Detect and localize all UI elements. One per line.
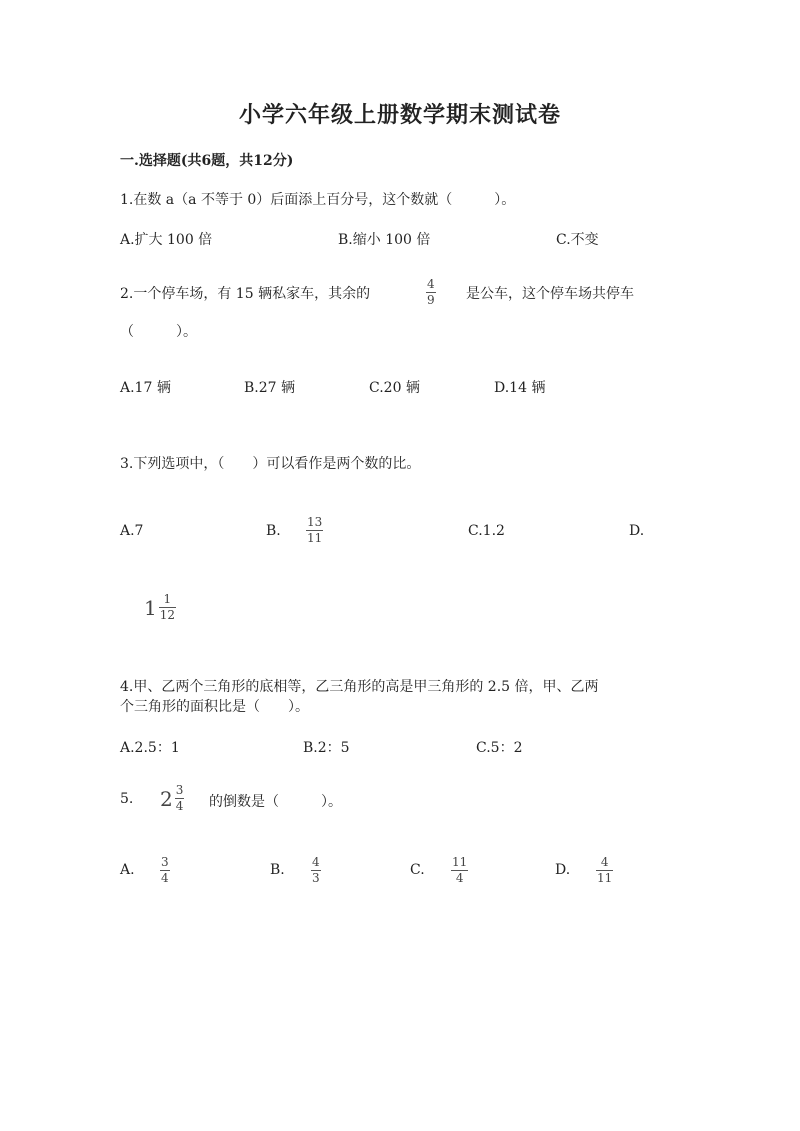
question-3-stem: 3.下列选项中，（ ）可以看作是两个数的比。 xyxy=(120,456,421,472)
fraction-numerator: 3 xyxy=(175,783,184,797)
fraction-numerator: 4 xyxy=(312,855,320,869)
question-4-option-c[interactable]: C.5：2 xyxy=(476,740,523,756)
fraction-numerator: 11 xyxy=(452,855,468,869)
question-2-stem-pre: 2.一个停车场，有 15 辆私家车，其余的 xyxy=(120,286,371,302)
question-4-stem-line2: 个三角形的面积比是（ ）。 xyxy=(120,699,309,715)
question-2-stem-line2: （ ）。 xyxy=(120,324,197,340)
section-heading: 一.选择题(共6题，共12分) xyxy=(120,153,294,169)
question-5-label: 5. xyxy=(120,791,134,807)
fraction-denominator: 3 xyxy=(312,871,320,885)
question-2-fraction xyxy=(426,278,436,307)
question-3-option-b-fraction xyxy=(306,516,323,545)
mixed-whole: 2 xyxy=(160,786,173,811)
question-1-option-a[interactable]: A.扩大 100 倍 xyxy=(120,232,213,248)
question-5-option-c-label[interactable]: C. xyxy=(410,862,425,878)
fraction-denominator: 4 xyxy=(175,799,184,813)
question-5-option-a-label[interactable]: A. xyxy=(120,862,135,878)
page-title: 小学六年级上册数学期末测试卷 xyxy=(238,102,561,128)
fraction-denominator: 11 xyxy=(307,531,323,545)
fraction-denominator: 4 xyxy=(161,871,169,885)
question-2-option-d[interactable]: D.14 辆 xyxy=(494,380,546,396)
question-3-option-c[interactable]: C.1.2 xyxy=(468,523,505,539)
question-2-option-c[interactable]: C.20 辆 xyxy=(369,380,420,396)
question-3-option-b-label[interactable]: B. xyxy=(266,523,281,539)
fraction-denominator: 9 xyxy=(427,293,435,307)
question-2-stem-post: 是公车，这个停车场共停车 xyxy=(466,286,634,302)
question-2-option-a[interactable]: A.17 辆 xyxy=(120,380,171,396)
fraction-denominator: 12 xyxy=(159,608,176,622)
mixed-fraction xyxy=(175,784,185,813)
question-1-stem: 1.在数 a（a 不等于 0）后面添上百分号，这个数就（ ）。 xyxy=(120,192,516,208)
fraction-denominator: 11 xyxy=(597,871,613,885)
question-4-option-a[interactable]: A.2.5：1 xyxy=(120,740,180,756)
fraction-numerator: 1 xyxy=(163,592,172,606)
question-5-stem-post: 的倒数是（ ）。 xyxy=(209,794,342,810)
question-5-option-c-fraction xyxy=(451,856,468,885)
fraction-denominator: 4 xyxy=(455,871,464,885)
question-5-option-d-label[interactable]: D. xyxy=(555,862,571,878)
question-5-mixed-number xyxy=(160,784,184,813)
fraction-numerator: 4 xyxy=(600,855,609,869)
question-3-option-d-label[interactable]: D. xyxy=(629,523,645,539)
question-5-option-b-fraction xyxy=(311,856,321,885)
mixed-fraction xyxy=(159,593,176,622)
question-4-option-b[interactable]: B.2：5 xyxy=(303,740,350,756)
mixed-whole: 1 xyxy=(144,595,157,620)
fraction-numerator: 3 xyxy=(161,855,169,869)
question-2-option-b[interactable]: B.27 辆 xyxy=(244,380,296,396)
question-4-stem-line1: 4.甲、乙两个三角形的底相等，乙三角形的高是甲三角形的 2.5 倍，甲、乙两 xyxy=(120,679,599,695)
question-1-option-b[interactable]: B.缩小 100 倍 xyxy=(338,232,431,248)
question-1-option-c[interactable]: C.不变 xyxy=(556,232,599,248)
question-3-option-a[interactable]: A.7 xyxy=(120,523,144,539)
question-5-option-b-label[interactable]: B. xyxy=(270,862,285,878)
question-3-option-d-mixed-number xyxy=(144,593,176,622)
question-5-option-d-fraction xyxy=(596,856,613,885)
question-5-option-a-fraction xyxy=(160,856,170,885)
fraction-numerator: 13 xyxy=(307,515,323,529)
fraction-numerator: 4 xyxy=(427,277,435,291)
